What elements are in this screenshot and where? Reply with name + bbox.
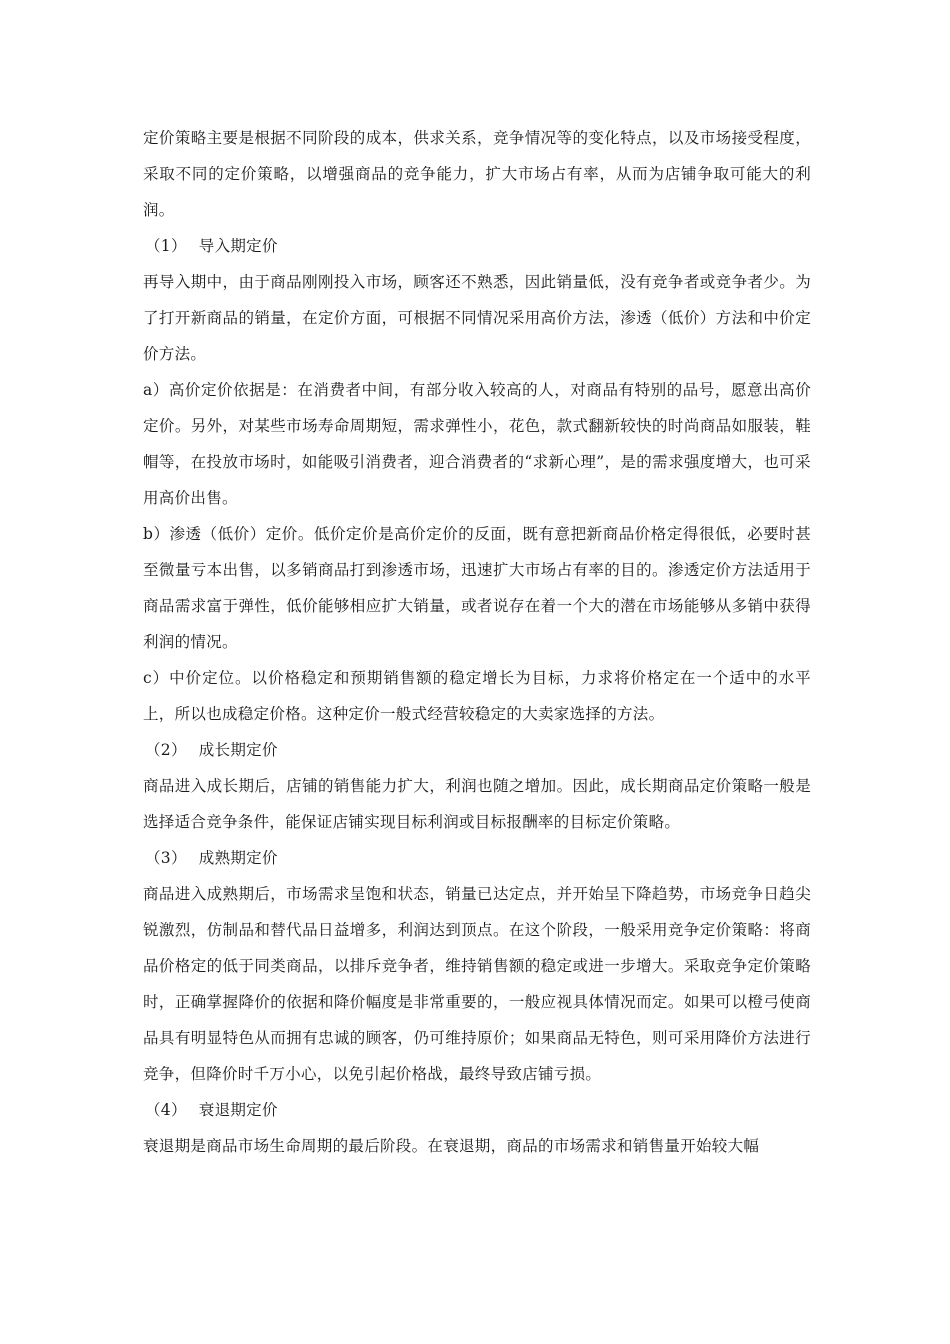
- section-4-number: （4）: [145, 1101, 187, 1119]
- section-1-heading: [143, 228, 811, 264]
- section-1-item-b: b）渗透（低价）定价。低价定价是高价定价的反面，既有意把新商品价格定得很低，必要时甚至微量亏本出售，以多销商品打到渗透市场，迅速扩大市场占有率的目的。渗透定价方法适用于商品需求富于弹性，低价能够相应扩大销量，或者说存在着一个大的潜在市场能够从多销中获得利润的情况。: [143, 525, 811, 651]
- section-1-number: （1）: [145, 237, 187, 255]
- section-2-paragraph: 商品进入成长期后，店铺的销售能力扩大，利润也随之增加。因此，成长期商品定价策略一般是选择适合竞争条件，能保证店铺实现目标利润或目标报酬率的目标定价策略。: [143, 777, 811, 831]
- section-2-title: 成长期定价: [198, 741, 278, 759]
- section-2-heading: [143, 732, 811, 768]
- section-3-paragraph: 商品进入成熟期后，市场需求呈饱和状态，销量已达定点，并开始呈下降趋势，市场竞争日趋尖锐激烈，仿制品和替代品日益增多，利润达到顶点。在这个阶段，一般采用竞争定价策略：将商品价格定的低于同类商品，以排斥竞争者，维持销售额的稳定或进一步增大。采取竞争定价策略时，正确掌握降价的依据和降价幅度是非常重要的，一般应视具体情况而定。如果可以橙弓使商品具有明显特色从而拥有忠诚的顾客，仍可维持原价；如果商品无特色，则可采用降价方法进行竞争，但降价时千万小心，以免引起价格战，最终导致店铺亏损。: [143, 885, 811, 1083]
- section-3-title: 成熟期定价: [198, 849, 278, 867]
- section-3-number: （3）: [145, 849, 187, 867]
- section-4-paragraph: 衰退期是商品市场生命周期的最后阶段。在衰退期，商品的市场需求和销售量开始较大幅: [143, 1137, 760, 1155]
- section-2-number: （2）: [145, 741, 187, 759]
- section-1-paragraph: 再导入期中，由于商品刚刚投入市场，顾客还不熟悉，因此销量低，没有竞争者或竞争者少。为了打开新商品的销量，在定价方面，可根据不同情况采用高价方法，渗透（低价）方法和中价定价方法。: [143, 273, 811, 363]
- section-1-title: 导入期定价: [198, 237, 278, 255]
- section-1-item-a: a）高价定价依据是：在消费者中间，有部分收入较高的人，对商品有特别的品号，愿意出高价定价。另外，对某些市场寿命周期短，需求弹性小，花色，款式翻新较快的时尚商品如服装，鞋帽等，在投放市场时，如能吸引消费者，迎合消费者的“求新心理”，是的需求强度增大，也可采用高价出售。: [143, 381, 811, 507]
- section-4-heading: [143, 1092, 811, 1128]
- section-3-heading: [143, 840, 811, 876]
- intro-paragraph: 定价策略主要是根据不同阶段的成本，供求关系，竞争情况等的变化特点，以及市场接受程度，采取不同的定价策略，以增强商品的竞争能力，扩大市场占有率，从而为店铺争取可能大的利润。: [143, 129, 811, 219]
- document-body: [143, 120, 811, 1164]
- section-1-item-c: c）中价定位。以价格稳定和预期销售额的稳定增长为目标，力求将价格定在一个适中的水平上，所以也成稳定价格。这种定价一般式经营较稳定的大卖家选择的方法。: [143, 669, 811, 723]
- section-4-title: 衰退期定价: [198, 1101, 278, 1119]
